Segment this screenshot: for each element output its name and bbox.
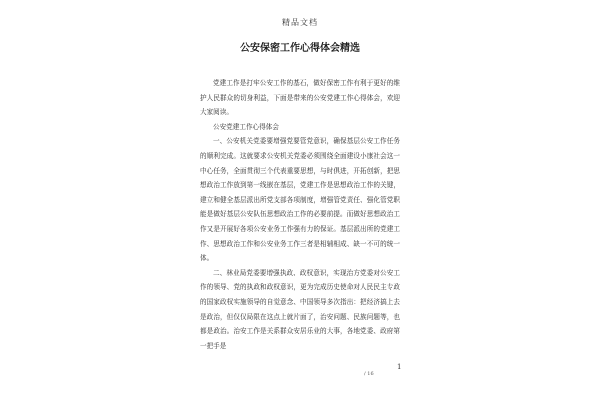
document-body bbox=[200, 76, 400, 353]
section-heading: 公安党建工作心得体会 bbox=[213, 122, 279, 131]
page-footer-mark: / 16 bbox=[364, 371, 374, 377]
header-note: 精品文档 bbox=[282, 18, 318, 27]
paragraph-one: 一、公安机关党委要增强党要管党意识，确保基层公安工作任务的顺利完成。这就要求公安机关党委必须围绕全面建设小康社会这一中心任务，全面贯彻三个代表重要思想，与时俱进，开拓创新，把思想政治工作放到第一线嵌在基层，党建工作是思想政治工作的关键，建立和健全基层派出所党支部各项制度，增强管党责任、强化管党职能是做好基层公安队伍思想政治工作的必要前提。而做好思想政治工作又是开展好各项公安业务工作强有力的保证。基层派出所的党建工作、思想政治工作和公安业务工作三者是相辅相成、缺一不可的统一体。 bbox=[200, 137, 400, 263]
paragraph-two: 二、林业局党委要增强执政、政权意识，实现治方党委对公安工作的领导、党的执政和政权意识，更为完成历史使命对人民民主专政的国家政权实施领导的自觉意念、中国领导多次指出：把经济搞上去是政治，但仅仅局限在这点上就片面了，治安问题、民族问题等，也都是政治。治安工作是关系群众安居乐业的大事，各地党委、政府第一把手是 bbox=[200, 268, 400, 350]
document-title: 公安保密工作心得体会精选 bbox=[240, 43, 360, 54]
intro-paragraph: 党建工作是打牢公安工作的基石，做好保密工作有利于更好的维护人民群众的切身利益，下面是带来的公安党建工作心得体会，欢迎大家阅读。 bbox=[200, 79, 400, 117]
page-number: 1 bbox=[397, 363, 402, 371]
